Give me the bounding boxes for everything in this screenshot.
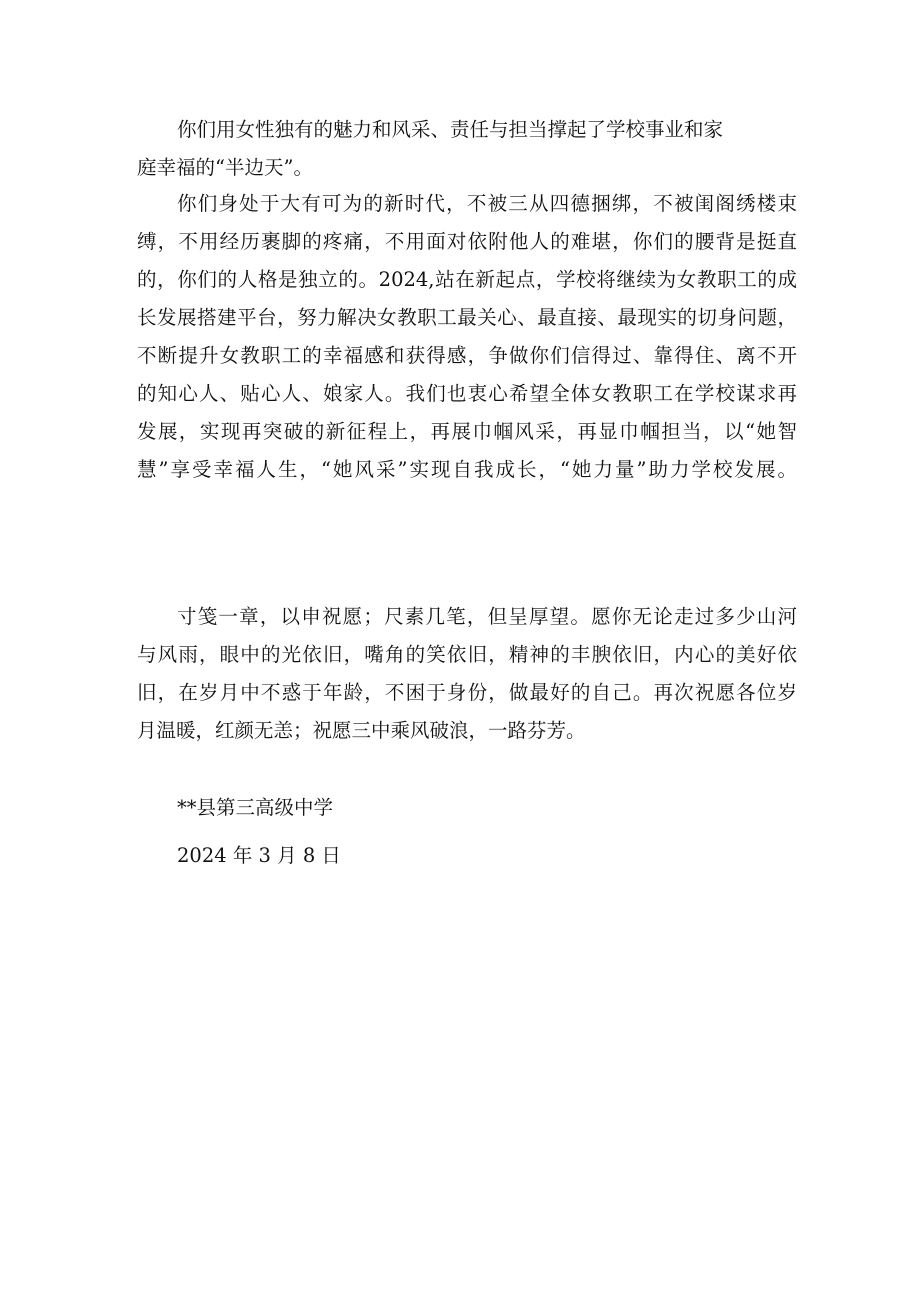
paragraph-line: 寸笺一章，以申祝愿；尺素几笔，但呈厚望。愿你无论走过多少山河 [177, 605, 797, 628]
paragraph-new-era [137, 185, 797, 489]
paragraph-line: 与风雨，眼中的光依旧，嘴角的笑依旧，精神的丰腴依旧，内心的美好依 [137, 643, 797, 666]
paragraph-line: 不断提升女教职工的幸福感和获得感，争做你们信得过、靠得住、离不开 [137, 344, 797, 367]
paragraph-line: 庭幸福的“半边天”。 [137, 156, 313, 179]
signature-organization-text: **县第三高级中学 [177, 796, 334, 819]
paragraph-closing-praise [137, 111, 797, 187]
paragraph-line: 长发展搭建平台，努力解决女教职工最关心、最直接、最现实的切身问题， [137, 306, 797, 329]
paragraph-line: 发展，实现再突破的新征程上，再展巾帼风采，再显巾帼担当，以“她智 [137, 420, 797, 443]
paragraph-line: 缚，不用经历裹脚的疼痛，不用面对依附他人的难堪，你们的腰背是挺直 [137, 230, 797, 253]
signature-organization [137, 789, 797, 827]
paragraph-line: 你们用女性独有的魅力和风采、责任与担当撑起了学校事业和家 [177, 118, 724, 141]
paragraph-line: 的，你们的人格是独立的。2024,站在新起点，学校将继续为女教职工的成 [137, 268, 797, 291]
signature-date [137, 837, 797, 875]
signature-date-text: 2024 年 3 月 8 日 [177, 844, 341, 867]
paragraph-blessing [137, 598, 797, 750]
paragraph-line: 的知心人、贴心人、娘家人。我们也衷心希望全体女教职工在学校谋求再 [137, 382, 797, 405]
paragraph-line: 你们身处于大有可为的新时代，不被三从四德捆绑，不被闺阁绣楼束 [177, 192, 797, 215]
paragraph-line: 月温暖，红颜无恙；祝愿三中乘风破浪，一路芬芳。 [137, 719, 586, 742]
paragraph-line: 旧，在岁月中不惑于年龄，不困于身份，做最好的自己。再次祝愿各位岁 [137, 681, 797, 704]
paragraph-line: 慧”享受幸福人生，“她风采”实现自我成长，“她力量”助力学校发展。 [137, 458, 797, 481]
